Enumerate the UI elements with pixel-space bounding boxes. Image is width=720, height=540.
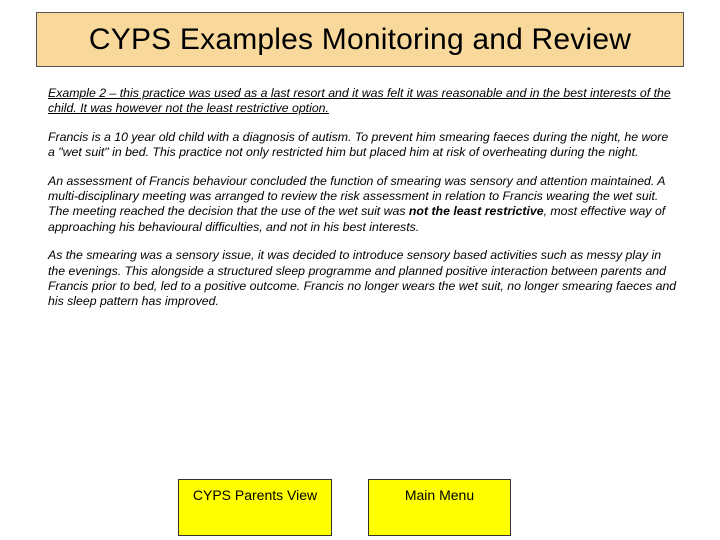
parents-view-label: CYPS Parents View	[192, 487, 318, 503]
case-description: Francis is a 10 year old child with a diagnosis of autism. To prevent him smearing faeces during the night, he wore a "wet suit" in bed. This practice not only restricted him but placed him at risk of overheating during the night.	[48, 129, 669, 160]
main-menu-button[interactable]	[368, 479, 511, 536]
main-menu-label: Main Menu	[404, 487, 475, 503]
assessment-text-end: , most effective way of approaching his behavioural difficulties, and not in his best interests.	[48, 204, 666, 234]
parents-view-button[interactable]	[178, 479, 332, 536]
assessment-text-start: An assessment of Francis behaviour concluded the function of smearing was sensory and attention maintained. A multi-disciplinary meeting was arranged to review the risk assessment in relation to Francis wearing the wet suit. The meeting reached the decision that the use of the wet suit was	[48, 173, 666, 219]
assessment-emphasis: not the least restrictive	[408, 204, 544, 219]
outcome-paragraph: As the smearing was a sensory issue, it was decided to introduce sensory based activities such as messy play in the evenings. This alongside a structured sleep programme and planned positive interaction between parents and Francis prior to bed, led to a positive outcome. Francis no longer wears the wet suit, no longer smearing faeces and his sleep pattern has improved.	[48, 248, 677, 309]
example-intro: Example 2 – this practice was used as a last resort and it was felt it was reasonable and in the best interests of the child. It was however not the least restrictive option.	[48, 86, 671, 116]
example-content	[48, 86, 678, 323]
title-banner	[36, 12, 684, 67]
page-title: CYPS Examples Monitoring and Review	[88, 22, 632, 56]
assessment-paragraph	[48, 174, 678, 236]
